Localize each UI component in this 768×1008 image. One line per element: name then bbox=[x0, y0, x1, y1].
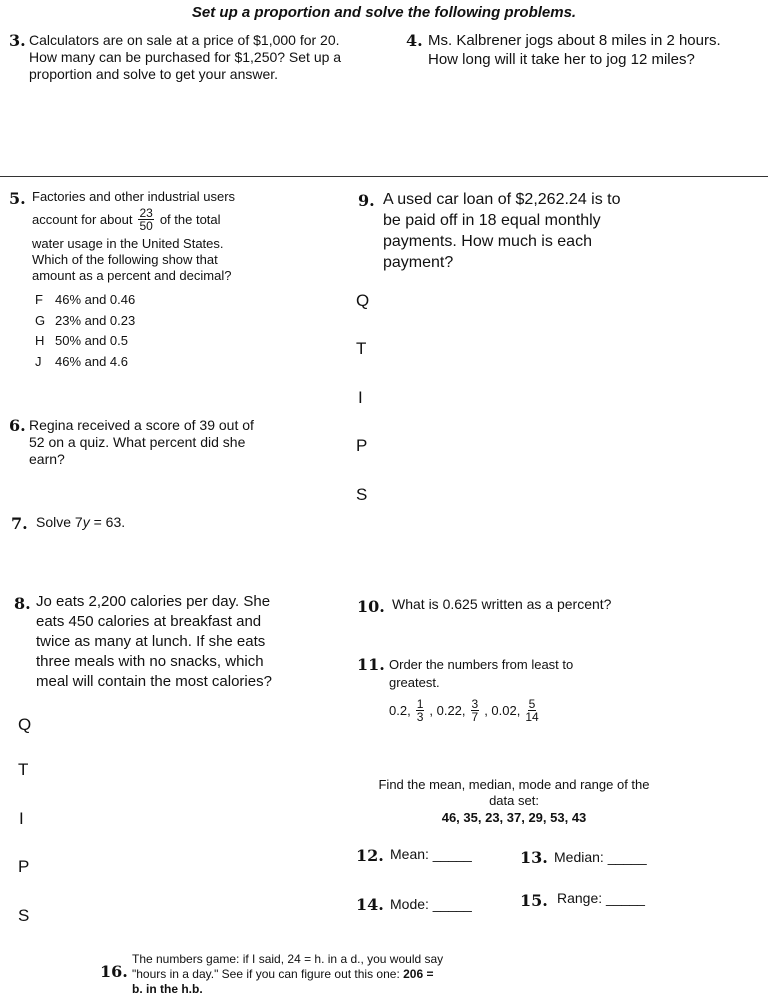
qtips-letter-p: P bbox=[356, 436, 368, 455]
q9-line: be paid off in 18 equal monthly bbox=[383, 212, 601, 229]
q4-text bbox=[428, 31, 758, 69]
q9-number: 9. bbox=[358, 191, 375, 210]
q6-text bbox=[29, 417, 289, 468]
fraction-numerator: 23 bbox=[139, 206, 153, 220]
fraction-denominator: 3 bbox=[416, 710, 424, 724]
q5-text: account for about bbox=[32, 211, 133, 227]
qtips-letter-q: Q bbox=[18, 715, 32, 734]
fraction bbox=[138, 207, 153, 232]
q8-line: eats 450 calories at breakfast and bbox=[36, 613, 262, 630]
q16-line: The numbers game: if I said, 24 = h. in a d., you would say bbox=[132, 952, 444, 966]
q11-value: , 0.22, bbox=[429, 703, 466, 718]
answer-option-g[interactable] bbox=[35, 313, 135, 328]
q3-line: How many can be purchased for $1,250? Set up a bbox=[29, 49, 342, 65]
q13-number: 13. bbox=[520, 848, 548, 867]
q6-line: 52 on a quiz. What percent did she bbox=[29, 434, 246, 450]
qtips-letter-i: I bbox=[19, 809, 24, 828]
q5-line: Factories and other industrial users bbox=[32, 189, 236, 204]
fraction bbox=[416, 698, 425, 723]
q3-line: Calculators are on sale at a price of $1,000 for 20. bbox=[29, 32, 340, 48]
option-letter: H bbox=[35, 333, 45, 348]
q4-line: Ms. Kalbrener jogs about 8 miles in 2 hours. bbox=[428, 32, 721, 49]
option-text: 46% and 4.6 bbox=[55, 354, 129, 369]
stats-line: data set: bbox=[489, 793, 539, 808]
q4-number: 4. bbox=[406, 31, 423, 50]
answer-option-h[interactable] bbox=[35, 333, 128, 348]
qtips-letter-p: P bbox=[18, 857, 30, 876]
section-divider bbox=[0, 176, 768, 177]
q5-line-with-fraction bbox=[32, 207, 221, 232]
qtips-letter-t: T bbox=[356, 339, 367, 358]
stats-instructions bbox=[350, 777, 678, 826]
option-text: 50% and 0.5 bbox=[55, 333, 129, 348]
q8-text bbox=[36, 592, 336, 692]
q16-text bbox=[132, 952, 504, 997]
q7-text-b: = 63. bbox=[89, 514, 126, 530]
q15-number: 15. bbox=[520, 891, 548, 910]
q11-line: Order the numbers from least to bbox=[389, 657, 574, 672]
q7-number: 7. bbox=[11, 514, 28, 533]
fraction-numerator: 5 bbox=[528, 697, 536, 711]
range-answer-blank[interactable]: Range: _____ bbox=[557, 890, 645, 906]
q8-line: Jo eats 2,200 calories per day. She bbox=[36, 593, 271, 610]
q11-line: greatest. bbox=[389, 675, 440, 690]
option-text: 23% and 0.23 bbox=[55, 313, 136, 328]
option-letter: J bbox=[35, 354, 42, 369]
fraction-denominator: 14 bbox=[525, 710, 539, 724]
q16-line bbox=[132, 967, 504, 982]
q5-line: water usage in the United States. bbox=[32, 236, 224, 251]
stats-line: Find the mean, median, mode and range of the bbox=[378, 777, 650, 792]
option-letter: G bbox=[35, 313, 46, 328]
q11-number: 11. bbox=[357, 655, 385, 674]
q3-line: proportion and solve to get your answer. bbox=[29, 66, 279, 82]
q8-line: three meals with no snacks, which bbox=[36, 653, 264, 670]
q5-line: Which of the following show that bbox=[32, 252, 218, 267]
q6-line: earn? bbox=[29, 451, 65, 467]
q9-line: payments. How much is each bbox=[383, 233, 592, 250]
q11-value: , 0.02, bbox=[484, 703, 521, 718]
mean-answer-blank[interactable]: Mean: _____ bbox=[390, 846, 472, 862]
q8-number: 8. bbox=[14, 594, 31, 613]
qtips-letter-i: I bbox=[358, 388, 363, 407]
q14-number: 14. bbox=[356, 895, 384, 914]
qtips-letter-t: T bbox=[18, 760, 29, 779]
q9-line: A used car loan of $2,262.24 is to bbox=[383, 191, 621, 208]
q10-number: 10. bbox=[357, 597, 385, 616]
qtips-letter-s: S bbox=[18, 906, 30, 925]
q3-text bbox=[29, 32, 369, 83]
data-set: 46, 35, 23, 37, 29, 53, 43 bbox=[441, 810, 587, 825]
fraction-denominator: 50 bbox=[139, 219, 153, 233]
qtips-letter-s: S bbox=[356, 485, 368, 504]
fraction bbox=[525, 698, 538, 723]
q5-number: 5. bbox=[9, 189, 26, 208]
q16-number: 16. bbox=[100, 962, 128, 981]
q7-variable: y bbox=[82, 514, 90, 530]
mode-answer-blank[interactable]: Mode: _____ bbox=[390, 896, 472, 912]
q11-number-list bbox=[389, 698, 544, 723]
answer-option-f[interactable] bbox=[35, 292, 135, 307]
option-letter: F bbox=[35, 292, 43, 307]
q3-number: 3. bbox=[9, 31, 26, 50]
fraction bbox=[471, 698, 480, 723]
q4-line: How long will it take her to jog 12 miles? bbox=[428, 51, 695, 68]
q12-number: 12. bbox=[356, 846, 384, 865]
q9-line: payment? bbox=[383, 254, 454, 271]
q5-text: of the total bbox=[159, 211, 221, 227]
q16-bold: 206 = bbox=[403, 967, 434, 981]
fraction-numerator: 1 bbox=[416, 697, 424, 711]
q6-line: Regina received a score of 39 out of bbox=[29, 417, 254, 433]
q16-bold-line: b. in the h.b. bbox=[132, 982, 203, 996]
page-title: Set up a proportion and solve the following problems. bbox=[191, 4, 577, 21]
q7-text bbox=[36, 514, 125, 530]
q5-line: amount as a percent and decimal? bbox=[32, 268, 232, 283]
qtips-letter-q: Q bbox=[356, 291, 370, 310]
q7-text-a: Solve 7 bbox=[36, 514, 83, 530]
fraction-numerator: 3 bbox=[471, 697, 479, 711]
option-text: 46% and 0.46 bbox=[55, 292, 136, 307]
q8-line: meal will contain the most calories? bbox=[36, 673, 272, 690]
q6-number: 6. bbox=[9, 416, 26, 435]
answer-option-j[interactable] bbox=[35, 354, 128, 369]
q8-line: twice as many at lunch. If she eats bbox=[36, 633, 266, 650]
fraction-denominator: 7 bbox=[471, 710, 479, 724]
q11-value: 0.2, bbox=[389, 703, 411, 718]
median-answer-blank[interactable]: Median: _____ bbox=[554, 849, 647, 865]
q10-text: What is 0.625 written as a percent? bbox=[392, 596, 612, 612]
q16-text-a: "hours in a day." See if you can figure out this one: bbox=[132, 967, 404, 981]
q9-text bbox=[383, 189, 673, 273]
